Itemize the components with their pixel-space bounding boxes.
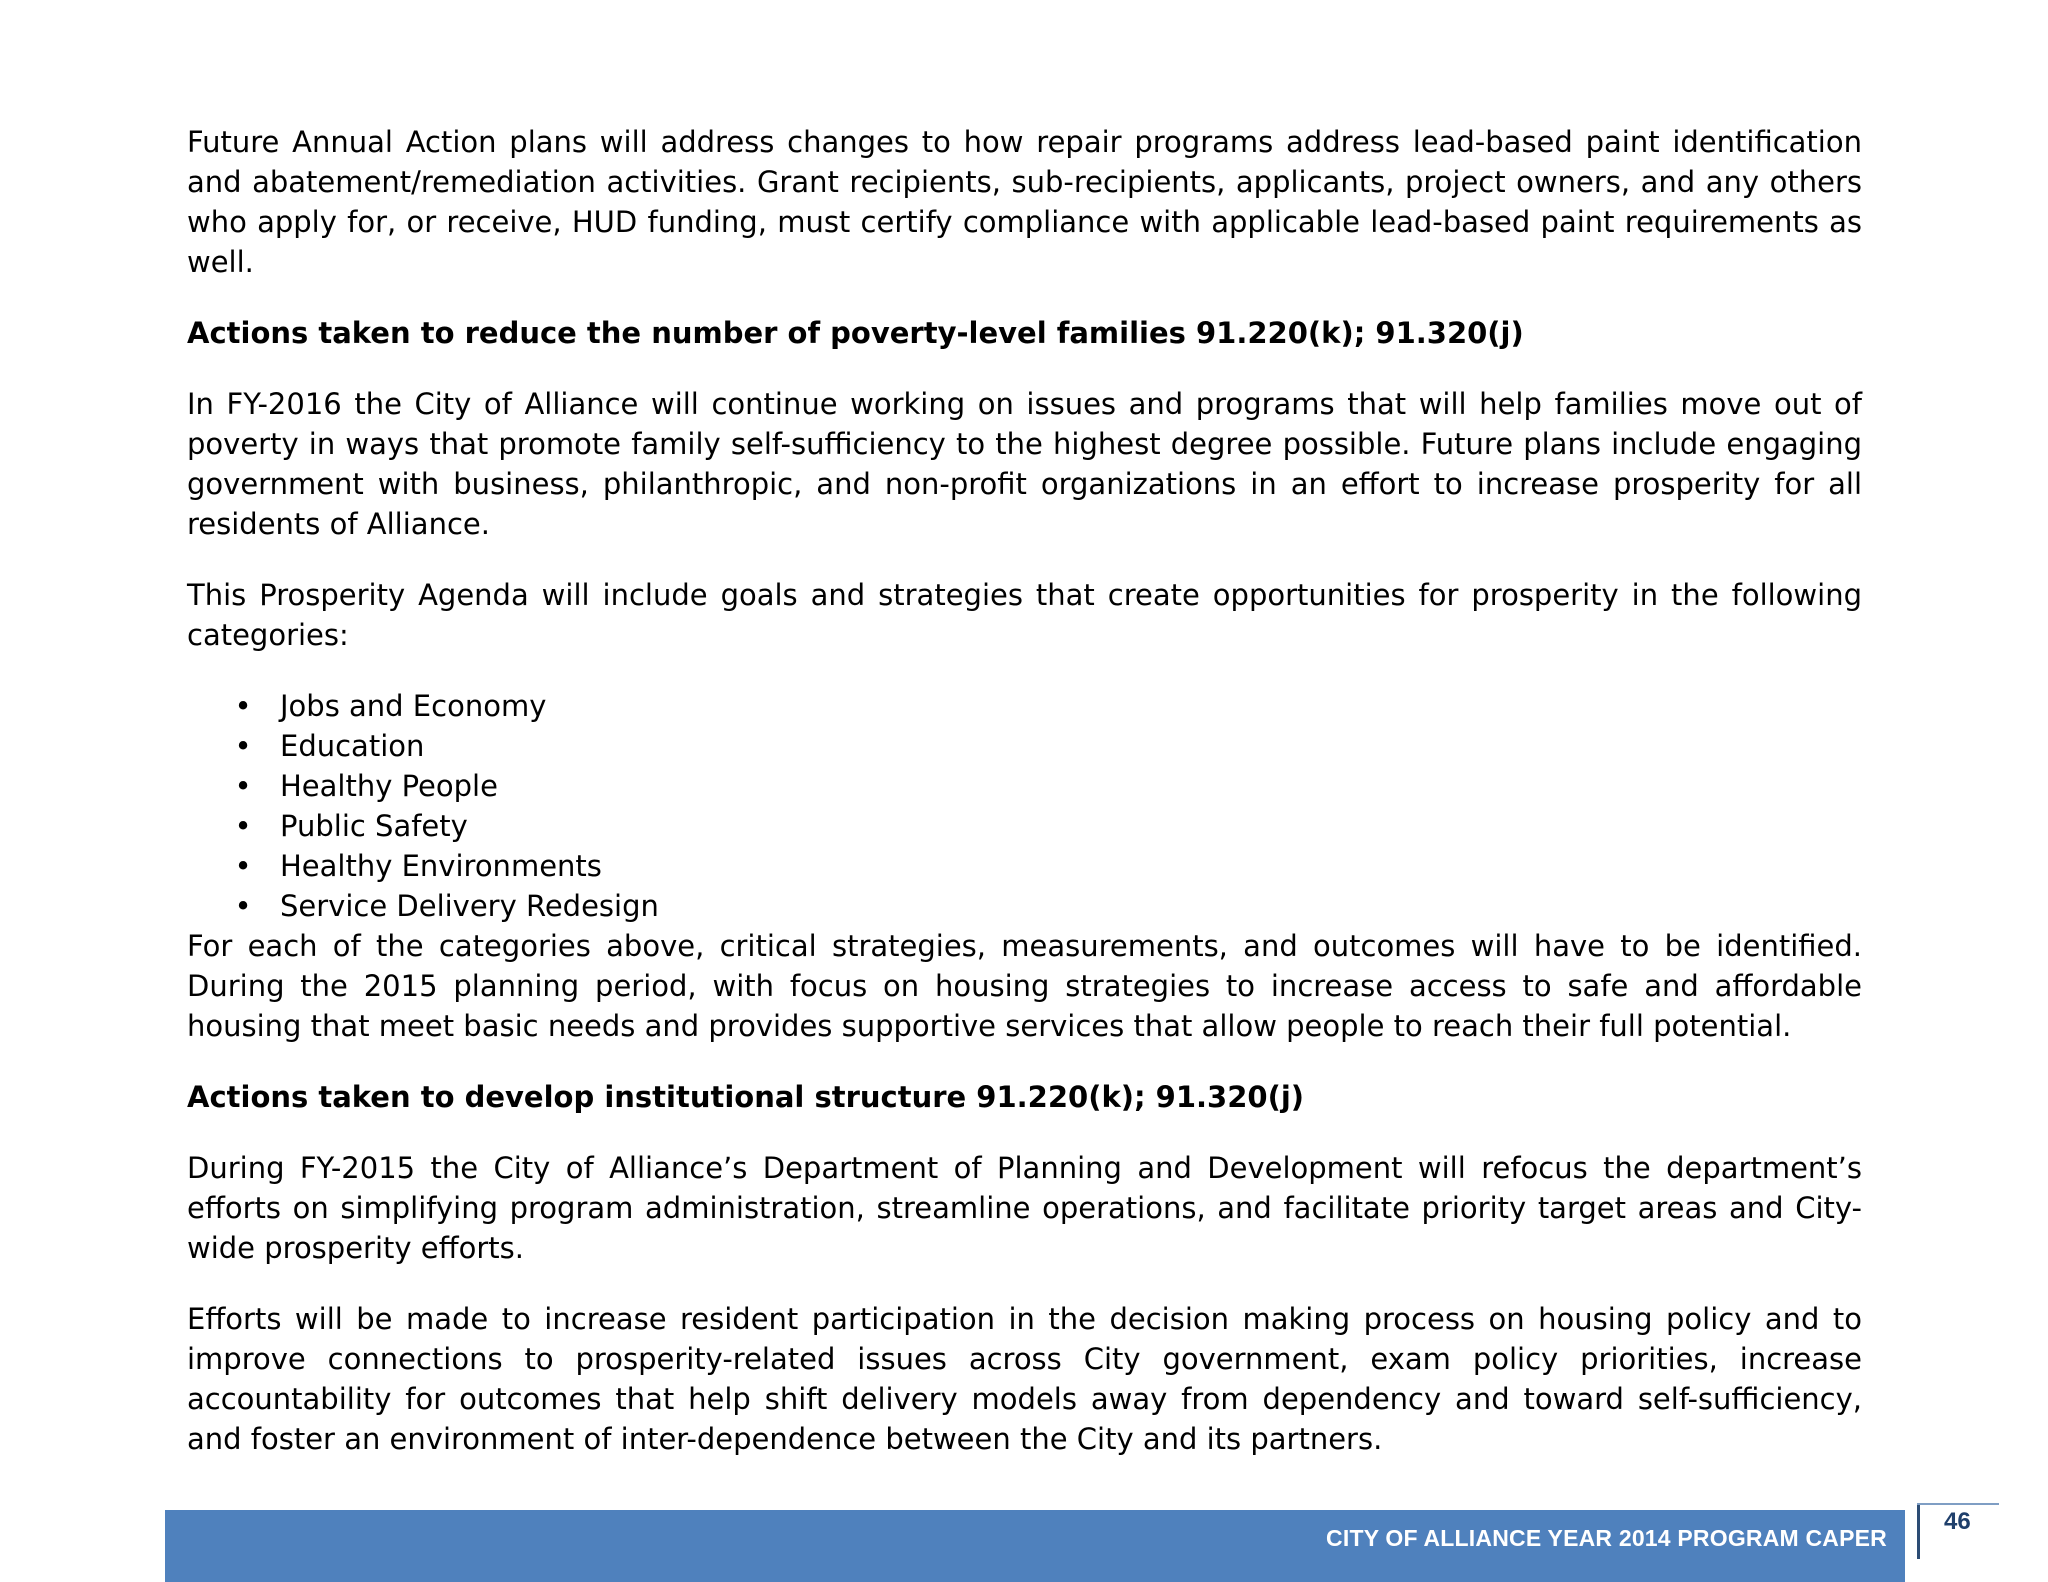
list-item	[187, 846, 1862, 886]
bullet-icon: •	[234, 769, 252, 803]
paragraph-resident-participation: Efforts will be made to increase resident participation in the decision making process on housing policy and to improve connections to prosperity-related issues across City government, exam policy priorities, increase accountability for outcomes that help shift delivery models away from dependency and toward self-sufficiency, and foster an environment of inter-dependence between the City and its partners.	[187, 1302, 1862, 1456]
list-item-label: Service Delivery Redesign	[280, 889, 659, 923]
paragraph-fy2015-department: During FY-2015 the City of Alliance’s Department of Planning and Development will refocus the department’s efforts on simplifying program administration, streamline operations, and facilitate priority target areas and City-wide prosperity efforts.	[187, 1151, 1862, 1265]
list-item	[187, 886, 1862, 926]
categories-list	[187, 686, 1862, 926]
page-number: 46	[1944, 1508, 1971, 1535]
document-body	[187, 122, 1862, 1490]
list-item-label: Healthy People	[280, 769, 498, 803]
footer-bar	[165, 1510, 1905, 1582]
paragraph-lead-paint: Future Annual Action plans will address changes to how repair programs address lead-based paint identification and abatement/remediation activities. Grant recipients, sub-recipients, applicants, project owners, and any others who apply for, or receive, HUD funding, must certify compliance with applicable lead-based paint requirements as well.	[187, 125, 1862, 279]
list-item-label: Public Safety	[280, 809, 468, 843]
list-item	[187, 686, 1862, 726]
bullet-icon: •	[234, 849, 252, 883]
list-item	[187, 806, 1862, 846]
page-number-divider	[1917, 1505, 1920, 1559]
paragraph-fy2016-poverty: In FY-2016 the City of Alliance will continue working on issues and programs that will help families move out of poverty in ways that promote family self-sufficiency to the highest degree possible. Future plans include engaging government with business, philanthropic, and non-profit organizations in an effort to increase prosperity for all residents of Alliance.	[187, 387, 1862, 541]
list-item	[187, 726, 1862, 766]
paragraph-prosperity-agenda: This Prosperity Agenda will include goals and strategies that create opportunities for prosperity in the following categories:	[187, 578, 1862, 652]
list-item	[187, 766, 1862, 806]
bullet-icon: •	[234, 729, 252, 763]
footer-title: CITY OF ALLIANCE YEAR 2014 PROGRAM CAPER	[1326, 1525, 1887, 1551]
page-number-rule	[1917, 1503, 1999, 1505]
bullet-icon: •	[234, 689, 252, 723]
paragraph-categories-strategies: For each of the categories above, critical strategies, measurements, and outcomes will have to be identified. During the 2015 planning period, with focus on housing strategies to increase access to safe and affordable housing that meet basic needs and provides supportive services that allow people to reach their full potential.	[187, 929, 1862, 1043]
bullet-icon: •	[234, 809, 252, 843]
bullet-icon: •	[234, 889, 252, 923]
heading-poverty-actions: Actions taken to reduce the number of poverty-level families 91.220(k); 91.320(j)	[187, 316, 1524, 350]
list-item-label: Education	[280, 729, 425, 763]
list-item-label: Jobs and Economy	[280, 689, 547, 723]
heading-institutional-structure: Actions taken to develop institutional structure 91.220(k); 91.320(j)	[187, 1080, 1305, 1114]
list-item-label: Healthy Environments	[280, 849, 602, 883]
